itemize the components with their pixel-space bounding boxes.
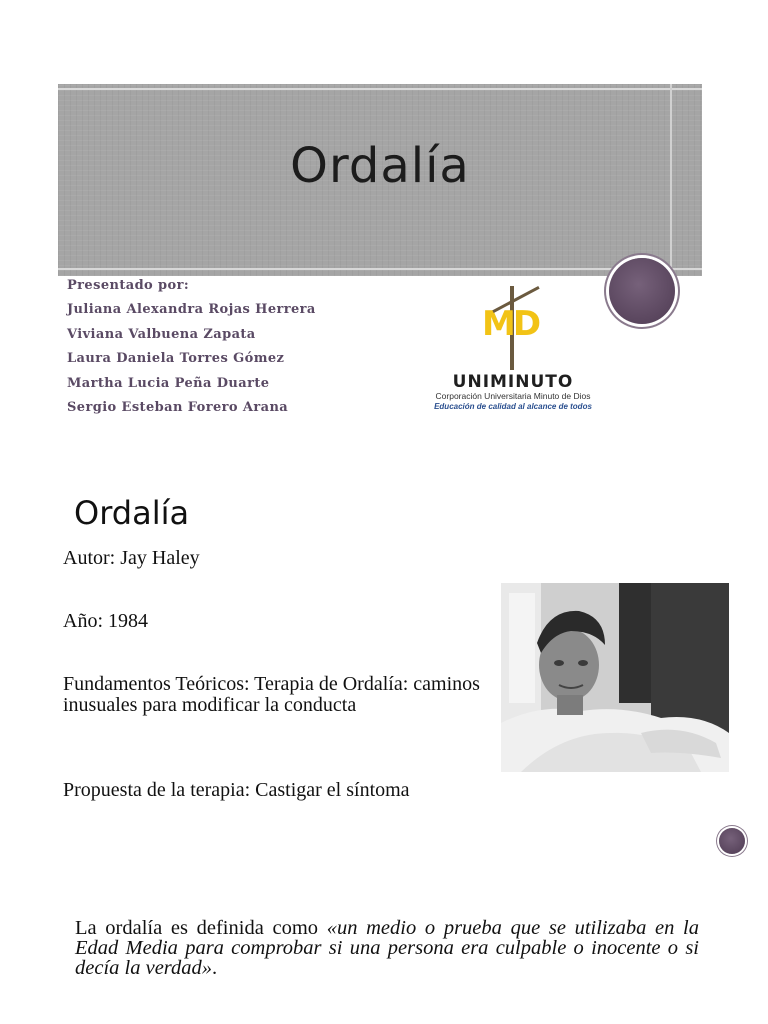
slide1-title: Ordalía <box>290 138 470 194</box>
logo-name: UNIMINUTO <box>452 372 574 392</box>
decorative-circle-icon <box>609 258 675 324</box>
definition-paragraph <box>75 918 699 978</box>
definition-quote: «un medio o prueba que se utilizaba en la Edad Media para comprobar si una persona era culpable o inocente o si decía la verdad» <box>75 917 700 979</box>
presenter-name: Juliana Alexandra Rojas Herrera <box>67 302 316 318</box>
presenter-name: Martha Lucia Peña Duarte <box>67 375 270 391</box>
banner-top-line <box>58 88 702 90</box>
definition-suffix: . <box>212 957 218 979</box>
presenter-name: Viviana Valbuena Zapata <box>67 326 256 342</box>
slide2-title: Ordalía <box>74 494 190 532</box>
presenters-list <box>67 276 397 422</box>
therapy-proposal-line: Propuesta de la terapia: Castigar el síntoma <box>63 779 410 801</box>
author-line: Autor: Jay Haley <box>63 547 200 569</box>
theory-line: Fundamentos Teóricos: Terapia de Ordalía: caminos inusuales para modificar la conducta <box>63 673 480 716</box>
logo-mark: MD <box>482 304 539 344</box>
uniminuto-logo <box>420 284 606 416</box>
logo-slogan: Educación de calidad al alcance de todos <box>434 402 592 411</box>
banner-bottom-line <box>58 268 702 270</box>
presenter-name: Laura Daniela Torres Gómez <box>67 351 285 367</box>
definition-prefix: La ordalía es definida como <box>75 917 327 939</box>
portrait-photo-icon <box>501 583 729 772</box>
logo-corporation: Corporación Universitaria Minuto de Dios <box>435 391 591 401</box>
year-line: Año: 1984 <box>63 610 148 632</box>
presented-by-label: Presentado por: <box>67 278 190 293</box>
author-photo <box>501 583 729 772</box>
decorative-circle-icon <box>719 828 745 854</box>
presenter-name: Sergio Esteban Forero Arana <box>67 399 289 415</box>
